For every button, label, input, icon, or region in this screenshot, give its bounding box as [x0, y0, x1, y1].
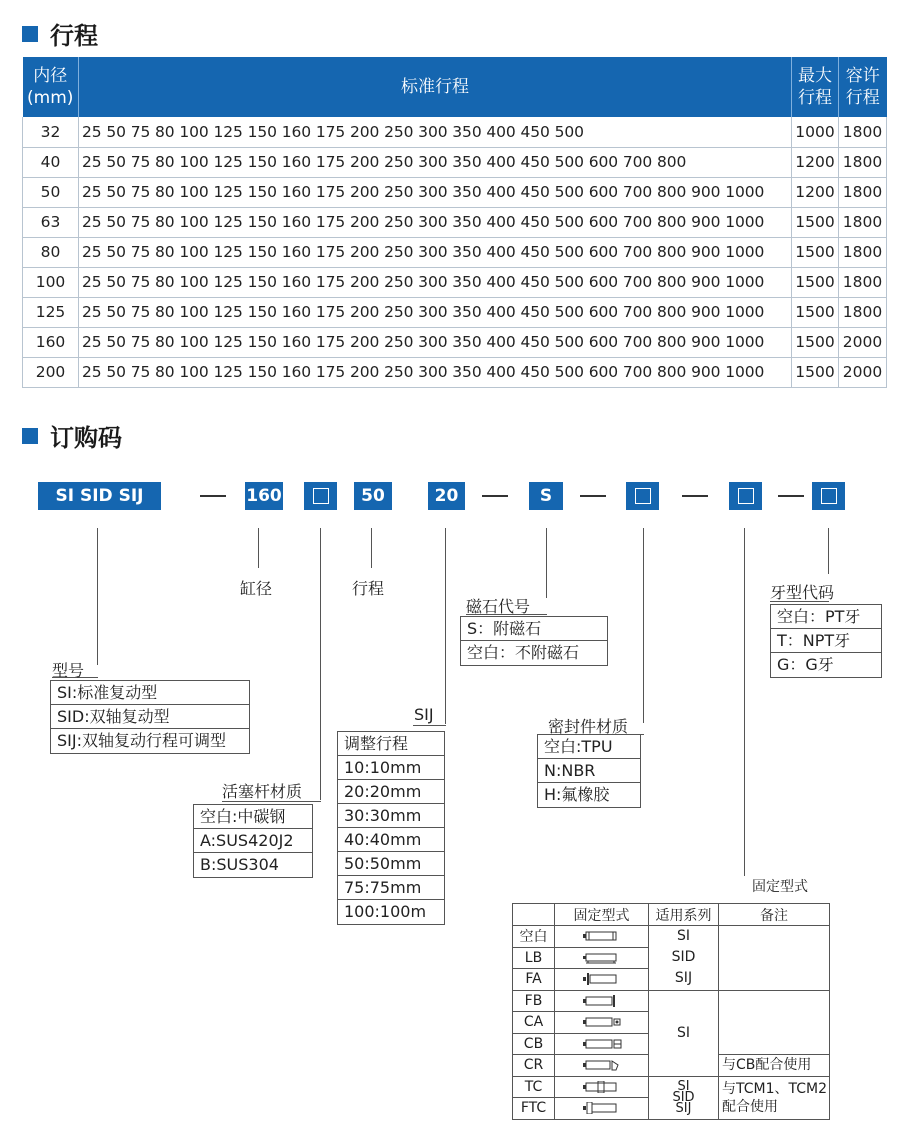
leader-adjust-h [413, 725, 446, 726]
leader-thread [828, 528, 829, 574]
label-mount: 固定型式 [752, 879, 808, 895]
adjust-option: 75:75mm [338, 876, 444, 900]
stroke-cell-allow: 1800 [839, 117, 887, 147]
mount-row [513, 926, 830, 948]
leader-rod [320, 528, 321, 800]
stroke-cell-max: 1200 [792, 147, 839, 177]
mount-icon-cell [555, 969, 649, 991]
mount-row [513, 1076, 830, 1098]
label-seal: 密封件材质 [548, 717, 629, 736]
thread-option: 空白：PT牙 [771, 605, 881, 629]
stroke-table-row [23, 237, 887, 267]
code-bore-box: 160 [245, 482, 283, 510]
stroke-cell-standard: 25 50 75 80 100 125 150 160 175 200 250 300 350 400 450 500 600 700 800 900 1000 [79, 357, 792, 387]
mount-code: CA [513, 1012, 555, 1034]
stroke-cell-allow: 2000 [839, 327, 887, 357]
label-thread: 牙型代码 [770, 583, 835, 602]
rear-flange-icon [580, 995, 624, 1007]
stroke-cell-standard: 25 50 75 80 100 125 150 160 175 200 250 300 350 400 450 500 600 700 800 900 1000 [79, 267, 792, 297]
double-clevis-icon [580, 1038, 624, 1050]
center-trunnion-icon [580, 1081, 624, 1093]
mount-icon-cell [555, 1098, 649, 1120]
stroke-cell-bore: 50 [23, 177, 79, 207]
leader-bore [258, 528, 259, 568]
header-allowed-stroke: 容许 行程 [839, 57, 887, 117]
seal-option: N:NBR [538, 759, 640, 783]
model-options [50, 680, 250, 754]
stroke-cell-bore: 200 [23, 357, 79, 387]
stroke-table-row [23, 327, 887, 357]
stroke-cell-max: 1500 [792, 267, 839, 297]
rod-option: 空白:中碳钢 [194, 805, 312, 829]
thread-options [770, 604, 882, 678]
section-title-stroke [22, 16, 98, 51]
foot-mount-icon [580, 952, 624, 964]
mount-code: LB [513, 947, 555, 969]
model-option: SI:标准复动型 [51, 681, 249, 705]
clevis-bracket-icon [580, 1059, 624, 1071]
leader-mount [744, 528, 745, 876]
stroke-cell-bore: 80 [23, 237, 79, 267]
leader-adjust [445, 528, 446, 724]
stroke-cell-allow: 1800 [839, 207, 887, 237]
stroke-cell-allow: 1800 [839, 237, 887, 267]
stroke-table [22, 57, 887, 388]
mount-table-header [513, 904, 830, 926]
mount-note-empty [719, 990, 830, 1055]
mount-header-note: 备注 [719, 904, 830, 926]
code-mount-box [729, 482, 762, 510]
front-flange-icon [580, 973, 624, 985]
mount-icon-cell [555, 1033, 649, 1055]
stroke-cell-standard: 25 50 75 80 100 125 150 160 175 200 250 300 350 400 450 500 600 700 800 900 1000 [79, 177, 792, 207]
adjust-option: 50:50mm [338, 852, 444, 876]
adjust-option-header: 调整行程 [338, 732, 444, 756]
mount-code: FA [513, 969, 555, 991]
code-model-box: SI SID SIJ [38, 482, 161, 510]
seal-option: H:氟橡胶 [544, 785, 610, 804]
model-option: SID:双轴复动型 [51, 705, 249, 729]
mount-series-group1: SI SID SIJ [649, 926, 719, 991]
mount-type-table [512, 903, 830, 1120]
code-dash [580, 495, 606, 497]
mount-note-cr: 与CB配合使用 [719, 1055, 830, 1077]
stroke-cell-allow: 1800 [839, 297, 887, 327]
stroke-cell-bore: 32 [23, 117, 79, 147]
label-model: 型号 [52, 661, 85, 680]
section-title-text: 订购码 [50, 424, 122, 452]
adjust-options [337, 731, 445, 925]
stroke-cell-max: 1200 [792, 177, 839, 207]
section-title-order-code [22, 418, 122, 453]
section-title-text: 行程 [50, 22, 98, 50]
stroke-table-header [23, 57, 887, 117]
code-dash [482, 495, 508, 497]
leader-magnet [546, 528, 547, 598]
leader-seal [643, 528, 644, 723]
header-bore: 内径 (mm) [23, 57, 79, 117]
stroke-cell-allow: 1800 [839, 177, 887, 207]
rod-material-options [193, 804, 313, 878]
seal-options [537, 734, 641, 808]
stroke-cell-max: 1500 [792, 357, 839, 387]
mount-code: FTC [513, 1098, 555, 1120]
mount-icon-cell [555, 926, 649, 948]
mount-code: CB [513, 1033, 555, 1055]
thread-option: G：G牙 [777, 655, 834, 674]
stroke-cell-standard: 25 50 75 80 100 125 150 160 175 200 250 300 350 400 450 500 600 700 800 900 1000 [79, 237, 792, 267]
adjust-option: 30:30mm [338, 804, 444, 828]
leader-model [97, 528, 98, 665]
mount-icon-cell [555, 947, 649, 969]
header-max-stroke: 最大 行程 [792, 57, 839, 117]
adjust-option: 10:10mm [338, 756, 444, 780]
label-rod: 活塞杆材质 [222, 782, 303, 801]
stroke-cell-standard: 25 50 75 80 100 125 150 160 175 200 250 300 350 400 450 500 600 700 800 900 1000 [79, 297, 792, 327]
section-marker-icon [22, 26, 38, 42]
thread-option: T：NPT牙 [771, 629, 881, 653]
code-dash [200, 495, 226, 497]
stroke-cell-max: 1500 [792, 327, 839, 357]
mount-code: CR [513, 1055, 555, 1077]
code-seal-box [626, 482, 659, 510]
leader-stroke [371, 528, 372, 568]
stroke-cell-allow: 1800 [839, 267, 887, 297]
stroke-cell-standard: 25 50 75 80 100 125 150 160 175 200 250 300 350 400 450 500 600 700 800 900 1000 [79, 327, 792, 357]
section-marker-icon [22, 428, 38, 444]
label-stroke: 行程 [352, 579, 385, 598]
stroke-cell-max: 1000 [792, 117, 839, 147]
single-clevis-icon [580, 1016, 624, 1028]
mount-note-empty [719, 926, 830, 991]
adjust-option: 20:20mm [338, 780, 444, 804]
adjust-option: 40:40mm [338, 828, 444, 852]
stroke-cell-standard: 25 50 75 80 100 125 150 160 175 200 250 300 350 400 450 500 [79, 117, 792, 147]
stroke-cell-bore: 40 [23, 147, 79, 177]
mount-series-group3: SI SID SIJ [649, 1076, 719, 1119]
code-thread-box [812, 482, 845, 510]
stroke-table-row [23, 267, 887, 297]
rod-option: B:SUS304 [200, 855, 279, 874]
mount-note-tc: 与TCM1、TCM2配合使用 [719, 1076, 830, 1119]
stroke-table-row [23, 357, 887, 387]
stroke-cell-max: 1500 [792, 207, 839, 237]
stroke-cell-allow: 1800 [839, 147, 887, 177]
mount-icon-cell [555, 990, 649, 1012]
stroke-cell-bore: 100 [23, 267, 79, 297]
header-standard-stroke: 标准行程 [79, 57, 792, 117]
stroke-cell-bore: 63 [23, 207, 79, 237]
label-magnet: 磁石代号 [466, 597, 531, 616]
adjust-option: 100:100m [344, 902, 427, 921]
label-sij: SIJ [414, 705, 434, 724]
magnet-option: 空白：不附磁石 [467, 643, 580, 662]
stroke-table-row [23, 117, 887, 147]
mount-row [513, 990, 830, 1012]
stroke-cell-bore: 125 [23, 297, 79, 327]
code-dash [682, 495, 708, 497]
stroke-cell-max: 1500 [792, 297, 839, 327]
seal-option: 空白:TPU [538, 735, 640, 759]
code-magnet-box: S [529, 482, 563, 510]
stroke-cell-bore: 160 [23, 327, 79, 357]
mount-icon-cell [555, 1076, 649, 1098]
label-bore: 缸径 [240, 579, 273, 598]
model-option: SIJ:双轴复动行程可调型 [57, 731, 226, 750]
mount-header-type: 固定型式 [555, 904, 649, 926]
mount-header-series: 适用系列 [649, 904, 719, 926]
stroke-table-row [23, 147, 887, 177]
mount-code: FB [513, 990, 555, 1012]
magnet-options [460, 616, 608, 666]
code-stroke-box: 50 [354, 482, 392, 510]
stroke-cell-max: 1500 [792, 237, 839, 267]
stroke-cell-standard: 25 50 75 80 100 125 150 160 175 200 250 300 350 400 450 500 600 700 800 900 1000 [79, 207, 792, 237]
mount-icon-cell [555, 1012, 649, 1034]
stroke-table-row [23, 177, 887, 207]
stroke-table-row [23, 297, 887, 327]
code-rod-material-box [304, 482, 337, 510]
stroke-table-row [23, 207, 887, 237]
code-dash [778, 495, 804, 497]
mount-code: 空白 [513, 926, 555, 948]
mount-header-code [513, 904, 555, 926]
stroke-cell-allow: 2000 [839, 357, 887, 387]
mount-icon-cell [555, 1055, 649, 1077]
stroke-cell-standard: 25 50 75 80 100 125 150 160 175 200 250 300 350 400 450 500 600 700 800 [79, 147, 792, 177]
mount-code: TC [513, 1076, 555, 1098]
basic-cylinder-icon [580, 930, 624, 942]
code-adjust-box: 20 [428, 482, 465, 510]
mount-series-group2: SI [649, 990, 719, 1076]
front-trunnion-icon [580, 1102, 624, 1114]
magnet-option: S：附磁石 [461, 617, 607, 641]
rod-option: A:SUS420J2 [194, 829, 312, 853]
